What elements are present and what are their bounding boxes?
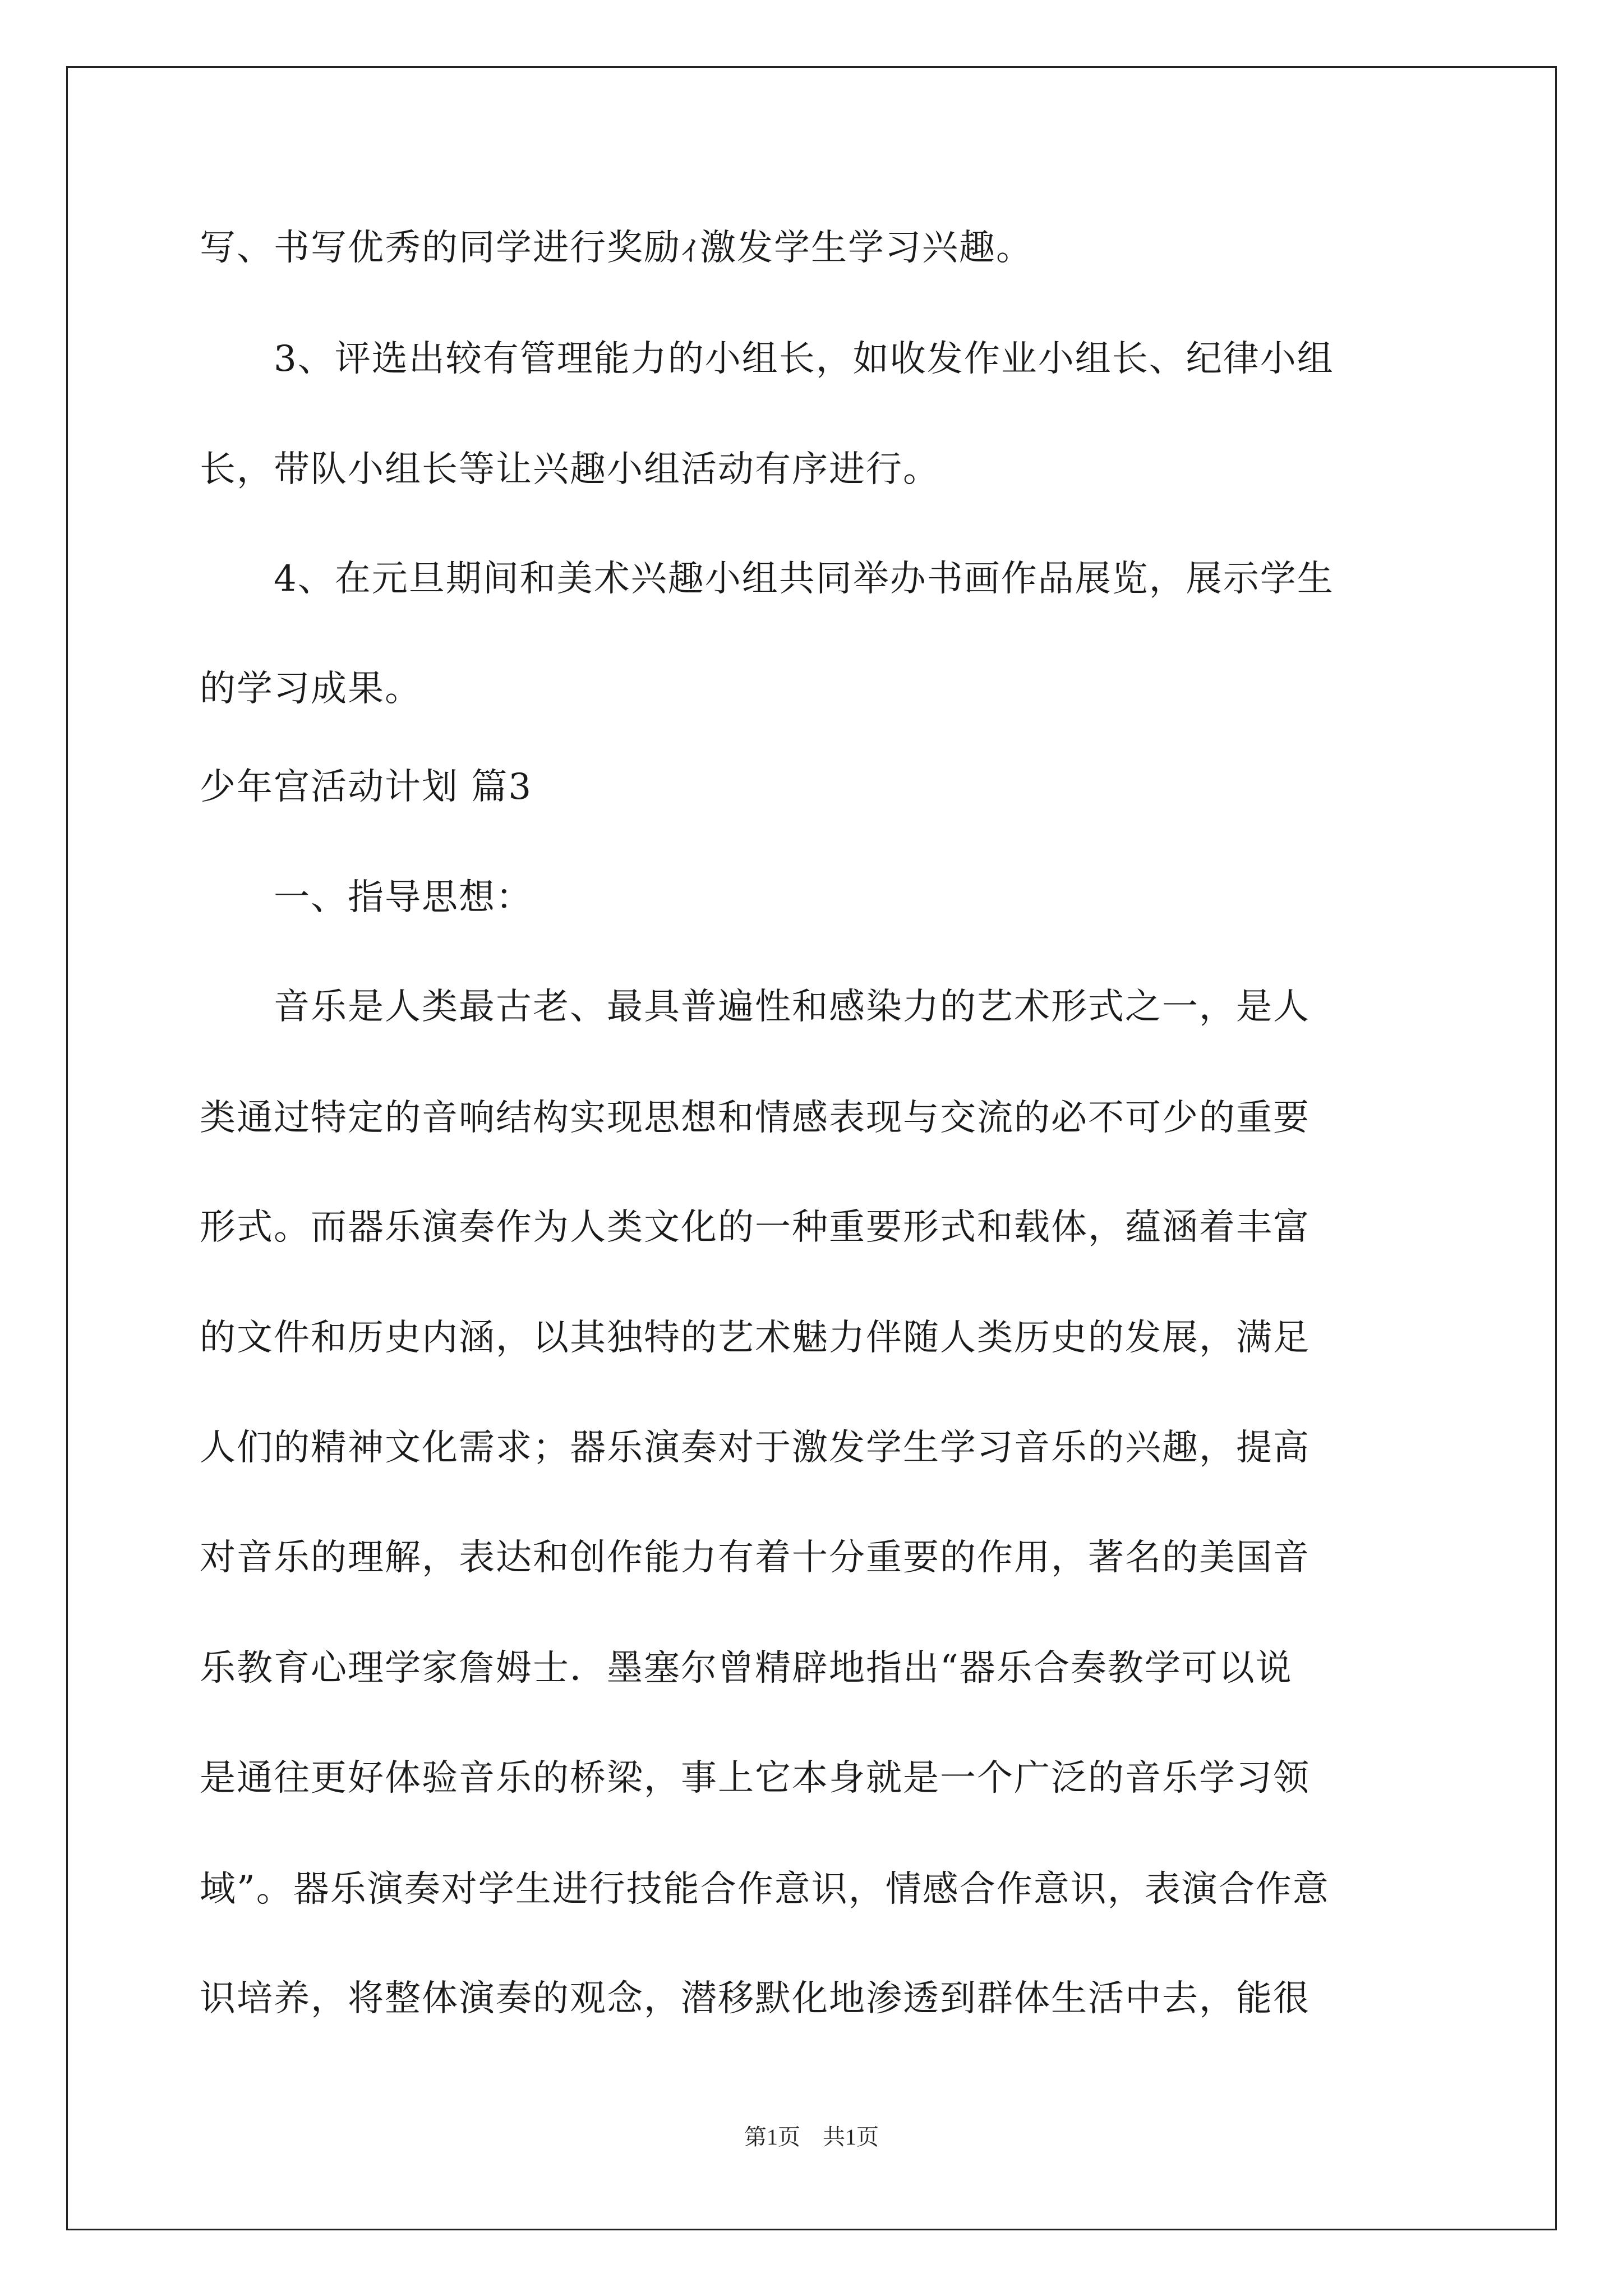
text-line: 写、书写优秀的同学进行奖励ｨ激发学生学习兴趣。	[200, 227, 1033, 269]
text-line: 类通过特定的音响结构实现思想和情感表现与交流的必不可少的重要	[200, 1097, 1310, 1139]
text-line: 域”。器乐演奏对学生进行技能合作意识，情感合作意识，表演合作意	[200, 1869, 1330, 1910]
text-line: 3、评选出较有管理能力的小组长，如收发作业小组长、纪律小组	[200, 338, 1334, 380]
text-line: 乐教育心理学家詹姆士．墨塞尔曾精辟地指出“器乐合奏教学可以说	[200, 1648, 1293, 1689]
text-line: 形式。而器乐演奏作为人类文化的一种重要形式和载体，蕴涵着丰富	[200, 1207, 1310, 1248]
text-line: 一、指导思想：	[200, 877, 533, 918]
section-heading: 少年宫活动计划 篇3	[200, 766, 533, 808]
text-line: 的学习成果。	[200, 668, 422, 710]
text-line: 人们的精神文化需求；器乐演奏对于激发学生学习音乐的兴趣，提高	[200, 1427, 1310, 1469]
page-number: 第1页 共1页	[744, 2124, 879, 2150]
text-line: 对音乐的理解，表达和创作能力有着十分重要的作用，著名的美国音	[200, 1537, 1310, 1579]
text-line: 的文件和历史内涵，以其独特的艺术魅力伴随人类历史的发展，满足	[200, 1317, 1310, 1359]
text-line: 是通往更好体验音乐的桥梁，事上它本身就是一个广泛的音乐学习领	[200, 1757, 1310, 1799]
text-line: 4、在元旦期间和美术兴趣小组共同举办书画作品展览，展示学生	[200, 558, 1334, 600]
text-line: 识培养，将整体演奏的观念，潜移默化地渗透到群体生活中去，能很	[200, 1978, 1310, 2019]
text-line: 音乐是人类最古老、最具普遍性和感染力的艺术形式之一，是人	[200, 986, 1310, 1028]
text-line: 长，带队小组长等让兴趣小组活动有序进行。	[200, 449, 940, 490]
